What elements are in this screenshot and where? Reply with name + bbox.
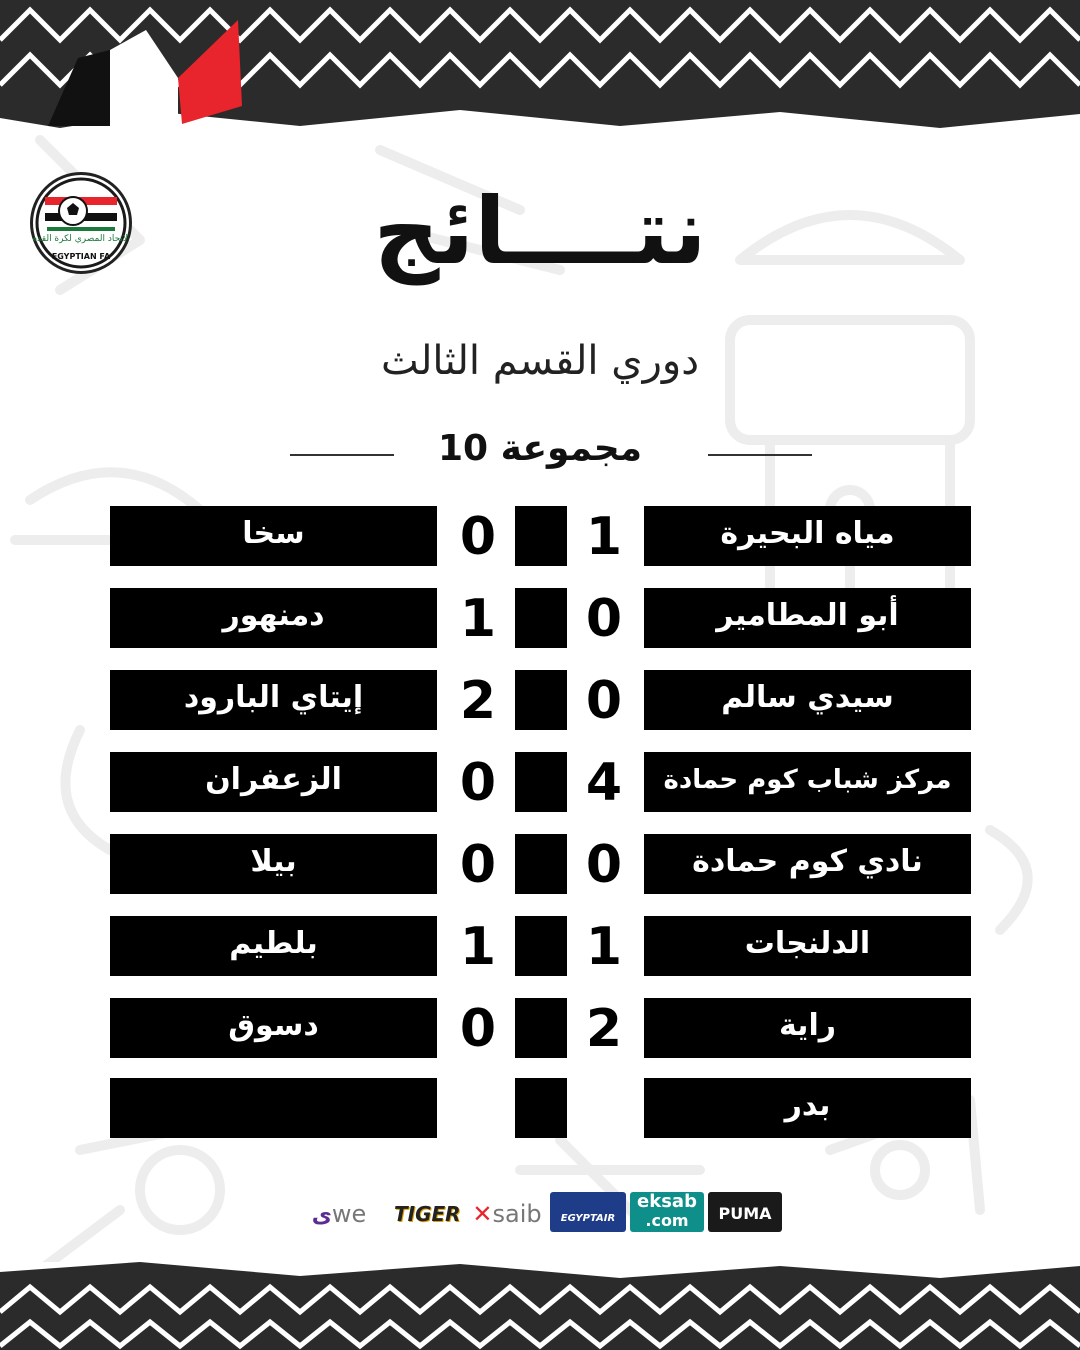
tiger-logo-text: TIGER — [394, 1202, 461, 1226]
home-score: 4 — [585, 753, 623, 813]
home-team: أبو المطامير — [644, 588, 971, 648]
away-team: دسوق — [110, 998, 437, 1058]
saib-logo-text: saib — [492, 1200, 542, 1228]
away-score: 0 — [459, 753, 497, 813]
we-logo-text: we — [331, 1200, 367, 1228]
home-score: 0 — [585, 671, 623, 731]
home-score: 0 — [585, 835, 623, 895]
score-separator — [515, 752, 567, 812]
away-score: 1 — [459, 589, 497, 649]
group-header — [0, 428, 1080, 478]
eksab-logo-top: eksab — [637, 1191, 697, 1212]
svg-text:EGYPTIAN FA: EGYPTIAN FA — [51, 252, 111, 261]
away-team: دمنهور — [110, 588, 437, 648]
away-score: 2 — [459, 671, 497, 731]
away-score: 0 — [459, 999, 497, 1059]
away-team: إيتاي البارود — [110, 670, 437, 730]
score-separator — [515, 916, 567, 976]
group-label: مجموعة 10 — [437, 428, 642, 469]
saib-logo: ✕saib — [472, 1200, 542, 1228]
score-separator — [515, 506, 567, 566]
puma-logo-text: PUMA — [718, 1204, 772, 1223]
home-team: نادي كوم حمادة — [644, 834, 971, 894]
sponsors-strip — [300, 1192, 790, 1238]
match-row — [0, 588, 1080, 648]
home-team: بدر — [644, 1078, 971, 1138]
home-score: 1 — [585, 917, 623, 977]
home-team: راية — [644, 998, 971, 1058]
we-logo: ﻯwe — [311, 1200, 367, 1228]
away-score: 1 — [459, 917, 497, 977]
away-team: سخا — [110, 506, 437, 566]
away-team: بلطيم — [110, 916, 437, 976]
score-separator — [515, 588, 567, 648]
home-score: 0 — [585, 589, 623, 649]
home-score: 2 — [585, 999, 623, 1059]
egyptair-logo — [550, 1192, 626, 1232]
home-team: مياه البحيرة — [644, 506, 971, 566]
score-separator — [515, 670, 567, 730]
match-row — [0, 506, 1080, 566]
home-team: سيدي سالم — [644, 670, 971, 730]
match-row — [0, 998, 1080, 1058]
score-separator — [515, 1078, 567, 1138]
match-row — [0, 834, 1080, 894]
league-subtitle: دوري القسم الثالث — [380, 338, 700, 384]
puma-logo — [708, 1192, 782, 1232]
eksab-logo-bottom: .com — [645, 1211, 689, 1230]
away-score — [448, 1078, 508, 1138]
home-team: مركز شباب كوم حمادة — [644, 752, 971, 812]
score-separator — [515, 834, 567, 894]
page-title: نتــــائج — [373, 178, 707, 285]
svg-text:الاتحاد المصري لكرة القدم: الاتحاد المصري لكرة القدم — [33, 234, 129, 244]
match-row — [0, 670, 1080, 730]
match-row — [0, 752, 1080, 812]
tiger-logo — [394, 1192, 461, 1236]
match-row — [0, 916, 1080, 976]
score-separator — [515, 998, 567, 1058]
away-team — [110, 1078, 437, 1138]
home-score: 1 — [585, 507, 623, 567]
away-score: 0 — [459, 835, 497, 895]
away-score: 0 — [459, 507, 497, 567]
away-team: بيلا — [110, 834, 437, 894]
away-team: الزعفران — [110, 752, 437, 812]
bottom-pattern-band — [0, 1262, 1080, 1350]
eksab-logo — [630, 1192, 704, 1232]
egyptair-logo-text: EGYPTAIR — [560, 1213, 616, 1224]
match-row — [0, 1078, 1080, 1138]
divider-right — [708, 454, 812, 456]
home-team: الدلنجات — [644, 916, 971, 976]
home-score — [574, 1078, 634, 1138]
